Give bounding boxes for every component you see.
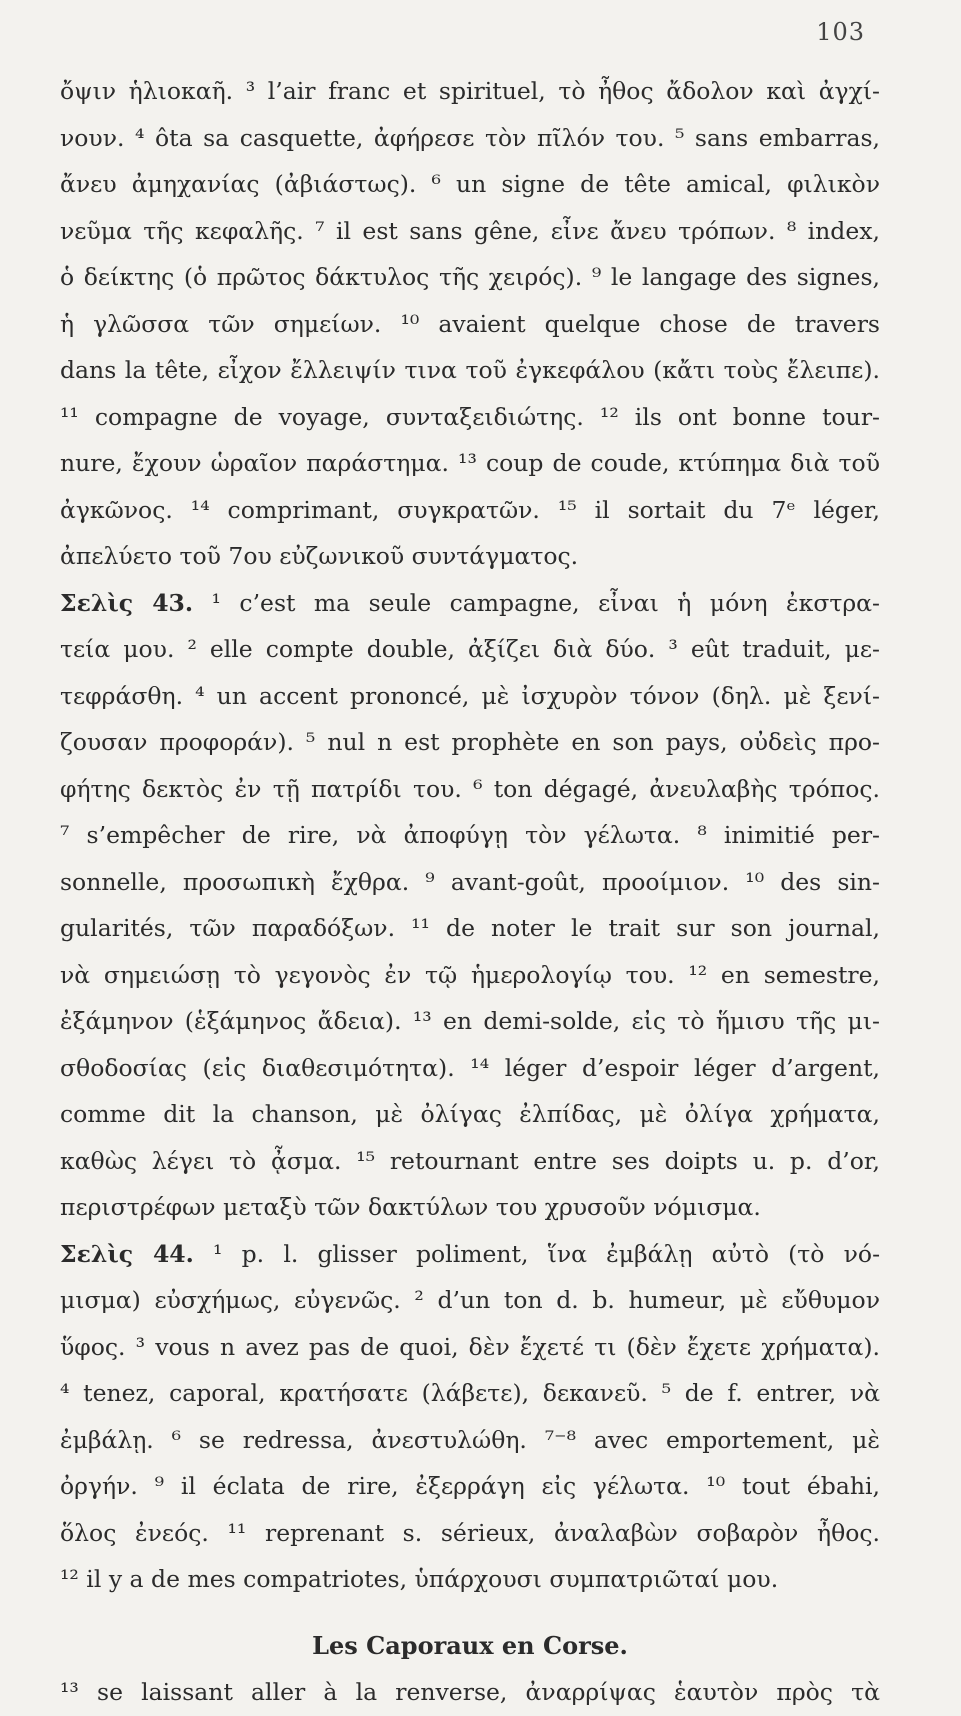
section-43-label: Σελὶς 43. <box>60 588 194 617</box>
text-line: dans la tête, εἶχον ἔλλειψίν τινα τοῦ ἐγκεφάλου (κἄτι τοὺς ἔλειπε). <box>60 356 880 384</box>
text-line: ὅλος ἐνεός. ¹¹ reprenant s. sérieux, ἀναλαβὼν σοβαρὸν ἦθος. <box>60 1518 880 1547</box>
text-line: φήτης δεκτὸς ἐν τῇ πατρίδι του. ⁶ ton dégagé, ἀνευλαβὴς τρόπος. <box>60 774 880 803</box>
text-line: ¹³ se laissant aller à la renverse, ἀναρρίψας ἑαυτὸν πρὸς τὰ <box>60 1678 880 1706</box>
text-line: nure, ἔχουν ὡραῖον παράστημα. ¹³ coup de coude, κτύπημα διὰ τοῦ <box>60 449 880 477</box>
text-line: ⁷ s’empêcher de rire, νὰ ἀποφύγῃ τὸν γέλωτα. ⁸ inimitié per- <box>60 821 880 849</box>
text-line: sonnelle, προσωπικὴ ἔχθρα. ⁹ avant-goût, προοίμιον. ¹⁰ des sin- <box>60 867 880 896</box>
text-block <box>60 68 880 1716</box>
text-line: ¹¹ compagne de voyage, συνταξειδιώτης. ¹² ils ont bonne tour- <box>60 402 880 431</box>
text-line: ὄψιν ἡλιοκαῆ. ³ l’air franc et spirituel, τὸ ἦθος ἄδολον καὶ ἀγχί- <box>60 77 880 105</box>
text-line: περιστρέφων μεταξὺ τῶν δακτύλων του χρυσοῦν νόμισμα. <box>60 1193 761 1221</box>
text-line: ὀργήν. ⁹ il éclata de rire, ἐξερράγη εἰς γέλωτα. ¹⁰ tout ébahi, <box>60 1472 880 1500</box>
text-line: καθὼς λέγει τὸ ᾆσμα. ¹⁵ retournant entre ses doipts u. p. d’or, <box>60 1146 880 1175</box>
text-line: τεφράσθη. ⁴ un accent prononcé, μὲ ἰσχυρὸν τόνον (δηλ. μὲ ξενί- <box>60 681 880 710</box>
text-line: ἐξάμηνον (ἑξάμηνος ἄδεια). ¹³ en demi-solde, εἰς τὸ ἥμισυ τῆς μι- <box>60 1007 880 1035</box>
chapter-heading <box>60 1623 880 1670</box>
text-line: ¹² il y a de mes compatriotes, ὑπάρχουσι συμπατριῶταί μου. <box>60 1565 779 1593</box>
text-line: ὁ δείκτης (ὁ πρῶτος δάκτυλος τῆς χειρός). ⁹ le langage des signes, <box>60 263 880 291</box>
text-line: μισμα) εὐσχήμως, εὐγενῶς. ² d’un ton d. b. humeur, μὲ εὔθυμον <box>60 1286 880 1314</box>
text-line: comme dit la chanson, μὲ ὀλίγας ἐλπίδας, μὲ ὀλίγα χρήματα, <box>60 1100 880 1128</box>
text-line: τεία μου. ² elle compte double, ἀξίζει διὰ δύο. ³ eût traduit, με- <box>60 635 880 663</box>
chapter-heading-text: Les Caporaux en Corse. <box>312 1630 628 1660</box>
text-line: ἐμβάλῃ. ⁶ se redressa, ἀνεστυλώθη. ⁷⁻⁸ avec emportement, μὲ <box>60 1425 880 1454</box>
section-44-first-line <box>60 1231 880 1278</box>
page-number: 103 <box>816 18 865 46</box>
section-43-first-line <box>60 580 880 627</box>
text-line: νουν. ⁴ ôta sa casquette, ἀφήρεσε τὸν πῖλόν του. ⁵ sans embarras, <box>60 123 880 152</box>
text-line: ἄνευ ἀμηχανίας (ἀβιάστως). ⁶ un signe de tête amical, φιλικὸν <box>60 170 880 198</box>
text-line: νὰ σημειώσῃ τὸ γεγονὸς ἐν τῷ ἡμερολογίῳ του. ¹² en semestre, <box>60 960 880 989</box>
text-line: ἀπελύετο τοῦ 7ου εὐζωνικοῦ συντάγματος. <box>60 542 579 570</box>
text-line: ἡ γλῶσσα τῶν σημείων. ¹⁰ avaient quelque chose de travers <box>60 309 880 338</box>
text-line: ὕφος. ³ vous n avez pas de quoi, δὲν ἔχετέ τι (δὲν ἔχετε χρήματα). <box>60 1332 880 1361</box>
text-line: νεῦμα τῆς κεφαλῆς. ⁷ il est sans gêne, εἶνε ἄνευ τρόπων. ⁸ index, <box>60 216 880 245</box>
text-line: ⁴ tenez, caporal, κρατήσατε (λάβετε), δεκανεῦ. ⁵ de f. entrer, νὰ <box>60 1379 880 1407</box>
text-line: σθοδοσίας (εἰς διαθεσιμότητα). ¹⁴ léger d’espoir léger d’argent, <box>60 1053 880 1082</box>
text-line: ἀγκῶνος. ¹⁴ comprimant, συγκρατῶν. ¹⁵ il sortait du 7ᵉ léger, <box>60 495 880 524</box>
section-43-text: ¹ c’est ma seule campagne, εἶναι ἡ μόνη ἐκστρα- <box>211 588 880 617</box>
section-44-label: Σελὶς 44. <box>60 1239 194 1268</box>
text-line: ζουσαν προφοράν). ⁵ nul n est prophète en son pays, οὐδεὶς προ- <box>60 728 880 756</box>
text-line: gularités, τῶν παραδόξων. ¹¹ de noter le trait sur son journal, <box>60 914 880 942</box>
section-44-text: ¹ p. l. glisser poliment, ἵνα ἐμβάλῃ αὐτὸ (τὸ νό- <box>213 1239 880 1268</box>
